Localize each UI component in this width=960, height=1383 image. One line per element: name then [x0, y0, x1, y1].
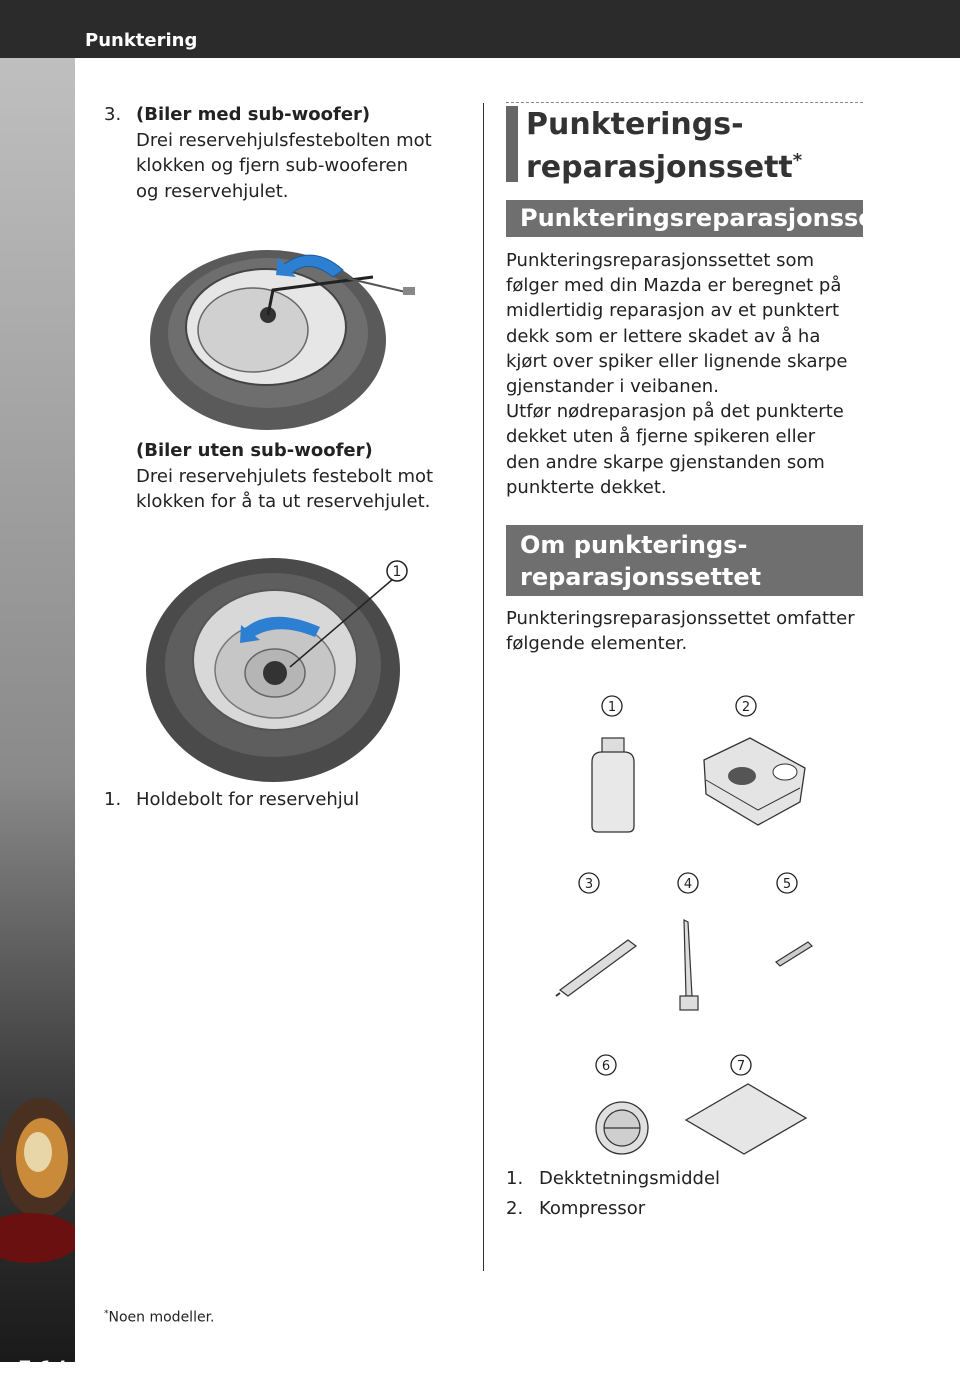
sub-line: Drei reservehjulets festebolt mot [136, 465, 434, 487]
step-number: 3. [104, 104, 122, 125]
step-3 [104, 102, 464, 204]
list-item [506, 1168, 720, 1198]
spare-wheel-subwoofer-illustration [148, 235, 423, 435]
footnote-star: * [104, 1309, 109, 1319]
kit-label-1: 1 [607, 700, 617, 715]
para-line: dekk som er lettere skadet av å ha [506, 325, 821, 347]
list-number: 1. [506, 1168, 524, 1189]
step-heading: (Biler med sub-woofer) [136, 104, 371, 125]
step-line: klokken og fjern sub-wooferen [136, 155, 408, 176]
kit-list [506, 1168, 720, 1228]
para-line: Punkteringsreparasjonssettet omfatter [506, 608, 855, 629]
footnote [104, 1309, 215, 1326]
headlight-image [0, 1048, 75, 1278]
para-line: den andre skarpe gjenstanden som [506, 451, 825, 473]
title-line-1: Punkterings- [526, 107, 744, 142]
step-line: og reservehjulet. [136, 180, 289, 202]
valve-tool-icon [556, 940, 636, 996]
side-strip [0, 58, 75, 1383]
para-line: følgende elementer. [506, 633, 688, 655]
list-text: Kompressor [539, 1198, 646, 1219]
subheading-2-line-1: Om punkterings- [520, 531, 748, 559]
subheading-2 [506, 525, 863, 596]
chapter-heading [506, 102, 863, 185]
repair-kit-illustration [520, 690, 840, 1165]
para-line: Utfør nødreparasjon på det punkterte [506, 401, 844, 423]
footnote-text: Noen modeller. [108, 1309, 215, 1326]
sealant-bottle-icon [592, 738, 634, 832]
title-line-2: reparasjonssett [526, 150, 793, 185]
paragraph-1 [506, 248, 866, 500]
subheading-1: Punkteringsreparasjonssett [506, 200, 863, 237]
caption-number: 1. [104, 789, 122, 810]
kit-label-5: 5 [782, 877, 792, 892]
caption [104, 789, 359, 810]
variant-without-subwoofer [136, 438, 466, 515]
valve-cap-icon [596, 1102, 648, 1154]
spare-wheel-illustration [145, 555, 410, 785]
title-star: * [792, 150, 803, 171]
section-title: Punktering [85, 30, 198, 51]
step-line: Drei reservehjulsfestebolten mot [136, 129, 432, 151]
para-line: midlertidig reparasjon av et punktert [506, 300, 840, 322]
para-line: gjenstander i veibanen. [506, 376, 719, 398]
list-number: 2. [506, 1198, 524, 1219]
para-line: kjørt over spiker eller lignende skarpe [506, 350, 848, 372]
kit-label-2: 2 [741, 700, 751, 715]
column-divider [483, 103, 484, 1271]
list-text: Dekktetningsmiddel [539, 1168, 721, 1189]
caption-text: Holdebolt for reservehjul [136, 789, 360, 810]
para-line: følger med din Mazda er beregnet på [506, 275, 842, 297]
page-number: 7-14 [18, 1358, 68, 1383]
compressor-icon [704, 738, 805, 825]
heading-bar [506, 106, 518, 182]
subheading-2-line-2: reparasjonssettet [520, 563, 762, 591]
top-bar [0, 0, 960, 58]
para-line: punkterte dekket. [506, 476, 667, 498]
paragraph-2 [506, 606, 866, 656]
kit-label-3: 3 [584, 877, 594, 892]
kit-label-7: 7 [736, 1059, 746, 1074]
para-line: Punkteringsreparasjonssettet som [506, 250, 815, 271]
kit-label-6: 6 [601, 1059, 611, 1074]
valve-core-icon [776, 942, 812, 966]
speed-sticker-icon [686, 1084, 806, 1154]
list-item [506, 1198, 720, 1228]
sub-line: klokken for å ta ut reservehjulet. [136, 491, 431, 512]
callout-1: 1 [392, 564, 402, 580]
hose-icon [680, 920, 698, 1010]
sub-heading: (Biler uten sub-woofer) [136, 440, 373, 461]
para-line: dekket uten å fjerne spikeren eller [506, 426, 816, 448]
kit-label-4: 4 [683, 877, 693, 892]
